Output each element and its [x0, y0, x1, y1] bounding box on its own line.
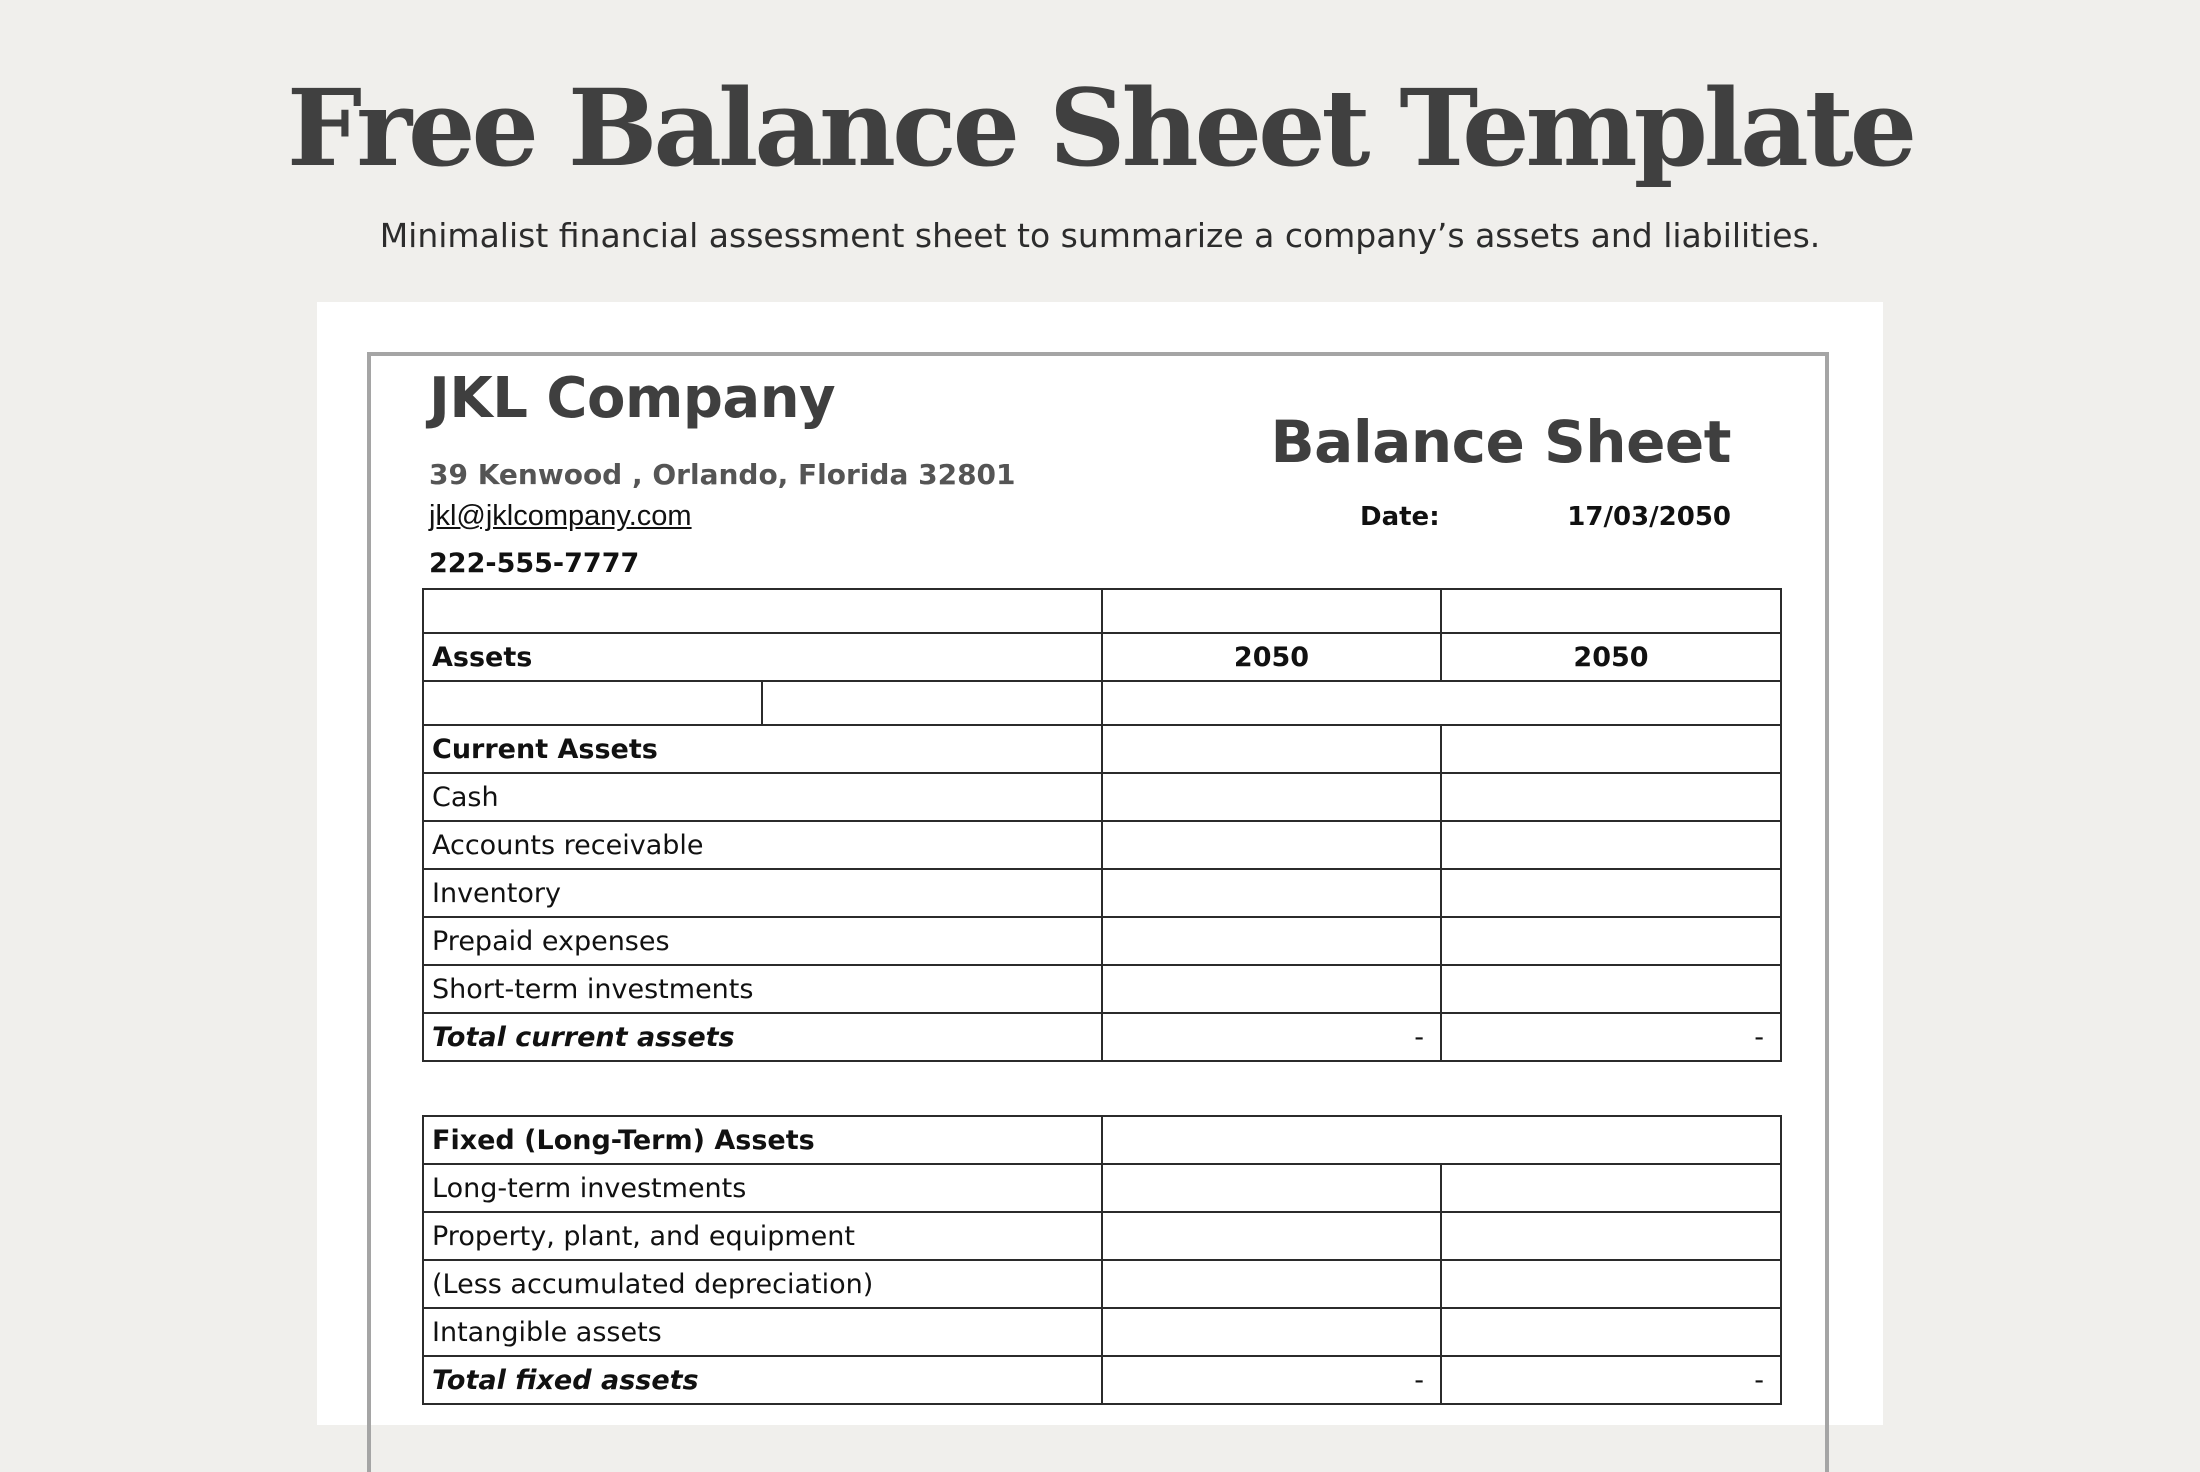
table-row: [423, 1356, 1781, 1404]
row-label-long-term-investments: Long-term investments: [423, 1164, 1102, 1212]
total-fixed-assets-label: Total fixed assets: [423, 1356, 1102, 1404]
company-name: JKL Company: [429, 366, 836, 431]
row-label-cash: Cash: [423, 773, 1102, 821]
total-fixed-assets-value-1: -: [1102, 1356, 1441, 1404]
value-cell[interactable]: [1102, 917, 1441, 965]
row-label-accounts-receivable: Accounts receivable: [423, 821, 1102, 869]
value-cell[interactable]: [1441, 869, 1781, 917]
row-label-intangible-assets: Intangible assets: [423, 1308, 1102, 1356]
company-phone: 222-555-7777: [429, 548, 640, 579]
row-label-short-term-investments: Short-term investments: [423, 965, 1102, 1013]
table-row: [423, 917, 1781, 965]
table-row: [423, 965, 1781, 1013]
table-row: [423, 1013, 1781, 1061]
table-row: [423, 1260, 1781, 1308]
table-row: [423, 821, 1781, 869]
value-cell[interactable]: [1102, 821, 1441, 869]
total-current-assets-value-1: -: [1102, 1013, 1441, 1061]
value-cell[interactable]: [1102, 965, 1441, 1013]
date-value: 17/03/2050: [1567, 502, 1731, 532]
table-row: [423, 1212, 1781, 1260]
row-label-accumulated-depreciation: (Less accumulated depreciation): [423, 1260, 1102, 1308]
page-subtitle: Minimalist financial assessment sheet to summarize a company’s assets and liabilities.: [379, 216, 1821, 255]
value-cell[interactable]: [1441, 1212, 1781, 1260]
table-row: [423, 725, 1781, 773]
template-preview: [317, 302, 1883, 1425]
table-row: [423, 1308, 1781, 1356]
value-cell[interactable]: [1441, 773, 1781, 821]
blank-cell[interactable]: [423, 589, 1102, 633]
table-row: [423, 1164, 1781, 1212]
total-fixed-assets-value-2: -: [1441, 1356, 1781, 1404]
year-header-1: 2050: [1102, 633, 1441, 681]
blank-cell[interactable]: [1441, 589, 1781, 633]
value-cell[interactable]: [1441, 917, 1781, 965]
value-cell[interactable]: [1102, 1164, 1441, 1212]
value-cell[interactable]: [1102, 869, 1441, 917]
row-label-property-plant-equipment: Property, plant, and equipment: [423, 1212, 1102, 1260]
value-cell[interactable]: [1441, 1260, 1781, 1308]
blank-cell[interactable]: [1102, 1116, 1781, 1164]
blank-cell[interactable]: [762, 681, 1102, 725]
fixed-assets-heading: Fixed (Long-Term) Assets: [423, 1116, 1102, 1164]
table-row: [423, 633, 1781, 681]
page-title: Free Balance Sheet Template: [286, 65, 1914, 190]
current-assets-heading: Current Assets: [423, 725, 1102, 773]
year-header-2: 2050: [1441, 633, 1781, 681]
company-address: 39 Kenwood , Orlando, Florida 32801: [429, 458, 1016, 491]
balance-sheet-title: Balance Sheet: [1270, 408, 1731, 476]
blank-cell[interactable]: [423, 681, 762, 725]
row-label-inventory: Inventory: [423, 869, 1102, 917]
value-cell[interactable]: [1102, 773, 1441, 821]
value-cell[interactable]: [1441, 1164, 1781, 1212]
value-cell[interactable]: [1441, 965, 1781, 1013]
value-cell[interactable]: [1102, 1260, 1441, 1308]
value-cell[interactable]: [1102, 725, 1441, 773]
table-row: [423, 1116, 1781, 1164]
value-cell[interactable]: [1102, 1212, 1441, 1260]
table-row: [423, 773, 1781, 821]
blank-cell[interactable]: [1102, 589, 1441, 633]
total-current-assets-value-2: -: [1441, 1013, 1781, 1061]
current-assets-table: [422, 588, 1782, 1062]
table-row: [423, 869, 1781, 917]
table-row: [423, 589, 1781, 633]
total-current-assets-label: Total current assets: [423, 1013, 1102, 1061]
company-email-link[interactable]: jkl@jklcompany.com: [429, 500, 692, 532]
table-row: [423, 681, 1781, 725]
value-cell[interactable]: [1441, 1308, 1781, 1356]
row-label-prepaid-expenses: Prepaid expenses: [423, 917, 1102, 965]
date-label: Date:: [1360, 502, 1440, 532]
value-cell[interactable]: [1102, 1308, 1441, 1356]
assets-heading: Assets: [423, 633, 1102, 681]
value-cell[interactable]: [1441, 821, 1781, 869]
value-cell[interactable]: [1441, 725, 1781, 773]
fixed-assets-table: [422, 1115, 1782, 1405]
blank-cell[interactable]: [1102, 681, 1781, 725]
